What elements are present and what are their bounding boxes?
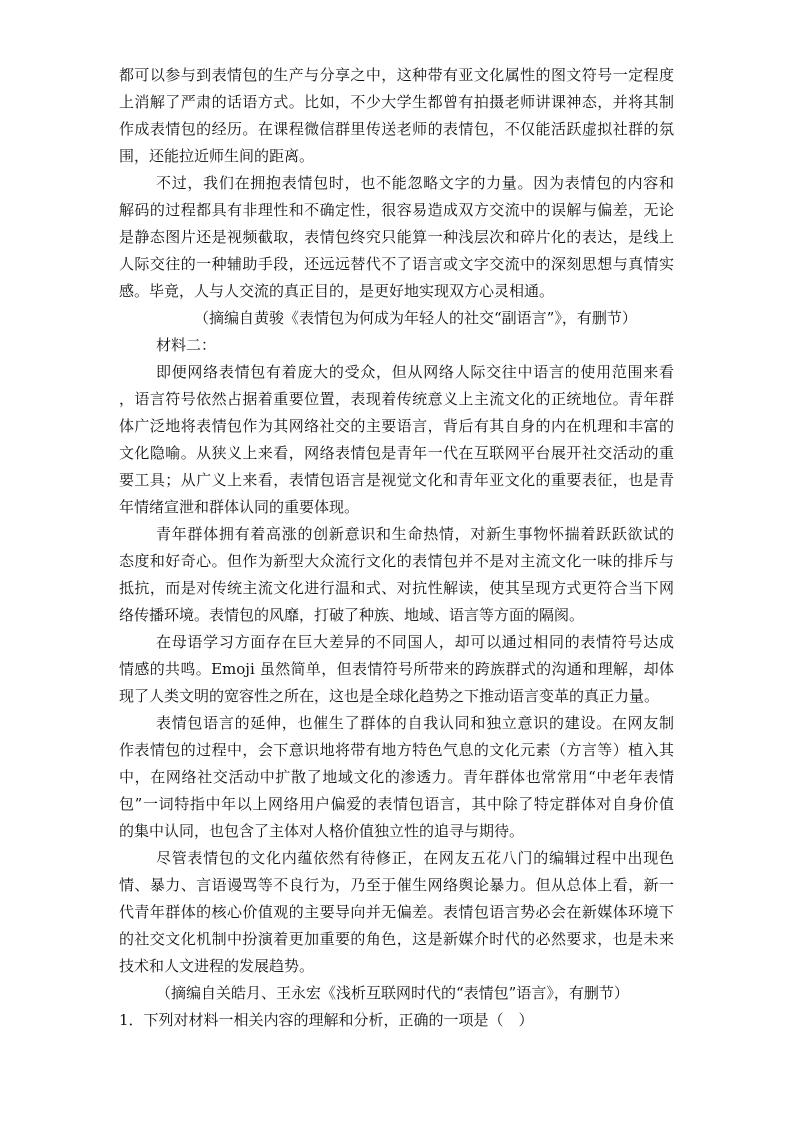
paragraph-line: 络传播环境。表情包的风靡，打破了种族、地域、语言等方面的隔阂。	[119, 606, 585, 624]
paragraph-line: 的社交文化机制中扮演着更加重要的角色，这是新媒介时代的必然要求，也是未来	[119, 930, 674, 948]
paragraph-line: 文化隐喻。从狭义上来看，网络表情包是青年一代在互联网平台展开社交活动的重	[119, 444, 674, 462]
paragraph-line: 人际交往的一种辅助手段，还远远替代不了语言或文字交流中的深刻思想与真情实	[119, 255, 674, 273]
paragraph-line: 现了人类文明的宽容性之所在，这也是全球化趋势之下推动语言变革的真正力量。	[119, 687, 660, 705]
paragraph-line: 即便网络表情包有着庞大的受众，但从网络人际交往中语言的使用范围来看	[156, 363, 674, 381]
paragraph-line: 年情绪宣泄和群体认同的重要体现。	[119, 498, 360, 516]
question-text: 1．下列对材料一相关内容的理解和分析，正确的一项是（ ）	[119, 1011, 534, 1029]
paragraph-line: 包”一词特指中年以上网络用户偏爱的表情包语言，其中除了特定群体对自身价值	[119, 795, 674, 813]
paragraph-line: 代青年群体的核心价值观的主要导向并无偏差。表情包语言势必会在新媒体环境下	[119, 903, 674, 921]
paragraph-line: 尽管表情包的文化内蕴依然有待修正，在网友五花八门的编辑过程中出现色	[156, 849, 674, 867]
paragraph-line: 的集中认同，也包含了主体对人格价值独立性的追寻与期待。	[119, 822, 525, 840]
paragraph-line: 作成表情包的经历。在课程微信群里传送老师的表情包，不仅能活跃虚拟社群的氛	[119, 120, 674, 138]
paragraph-line: 围，还能拉近师生间的距离。	[119, 147, 315, 165]
paragraph-line: 态度和好奇心。但作为新型大众流行文化的表情包并不是对主流文化一味的排斥与	[119, 552, 674, 570]
paragraph-line: 技术和人文进程的发展趋势。	[119, 957, 315, 975]
paragraph-line: 青年群体拥有着高涨的创新意识和生命热情，对新生事物怀揣着跃跃欲试的	[156, 525, 674, 543]
paragraph-line: 都可以参与到表情包的生产与分享之中，这种带有亚文化属性的图文符号一定程度	[119, 66, 674, 84]
paragraph-line: 上消解了严肃的话语方式。比如，不少大学生都曾有拍摄老师讲课神态，并将其制	[119, 93, 674, 111]
paragraph-line: 解码的过程都具有非理性和不确定性，很容易造成双方交流中的误解与偏差，无论	[119, 201, 674, 219]
paragraph-line: 中，在网络社交活动中扩散了地域文化的渗透力。青年群体也常常用“中老年表情	[119, 768, 674, 786]
section-heading: 材料二：	[156, 336, 217, 354]
paragraph-line: 是静态图片还是视频截取，表情包终究只能算一种浅层次和碎片化的表达，是线上	[119, 228, 674, 246]
paragraph-line: 作表情包的过程中，会下意识地将带有地方特色气息的文化元素（方言等）植入其	[119, 741, 674, 759]
paragraph-line: ，语言符号依然占据着重要位置，表现着传统意义上主流文化的正统地位。青年群	[119, 390, 674, 408]
paragraph-line: 表情包语言的延伸，也催生了群体的自我认同和独立意识的建设。在网友制	[156, 714, 674, 732]
source-citation: （摘编自黄骏《表情包为何成为年轻人的社交“副语言”》，有删节）	[194, 309, 637, 327]
paragraph-line: 体广泛地将表情包作为其网络社交的主要语言，背后有其自身的内在机理和丰富的	[119, 417, 674, 435]
paragraph-line: 抵抗，而是对传统主流文化进行温和式、对抗性解读，使其呈现方式更符合当下网	[119, 579, 674, 597]
paragraph-line: 感。毕竟，人与人交流的真正目的，是更好地实现双方心灵相通。	[119, 282, 555, 300]
paragraph-line: 情感的共鸣。Emoji 虽然简单，但表情符号所带来的跨族群式的沟通和理解，却体	[119, 660, 674, 678]
paragraph-line: 情、暴力、言语谩骂等不良行为，乃至于催生网络舆论暴力。但从总体上看，新一	[119, 876, 674, 894]
paragraph-line: 不过，我们在拥抱表情包时，也不能忽略文字的力量。因为表情包的内容和	[156, 174, 674, 192]
paragraph-line: 要工具；从广义上来看，表情包语言是视觉文化和青年亚文化的重要表征，也是青	[119, 471, 674, 489]
source-citation: （摘编自关皓月、王永宏《浅析互联网时代的“表情包”语言》，有删节）	[156, 984, 629, 1002]
paragraph-line: 在母语学习方面存在巨大差异的不同国人，却可以通过相同的表情符号达成	[156, 633, 674, 651]
